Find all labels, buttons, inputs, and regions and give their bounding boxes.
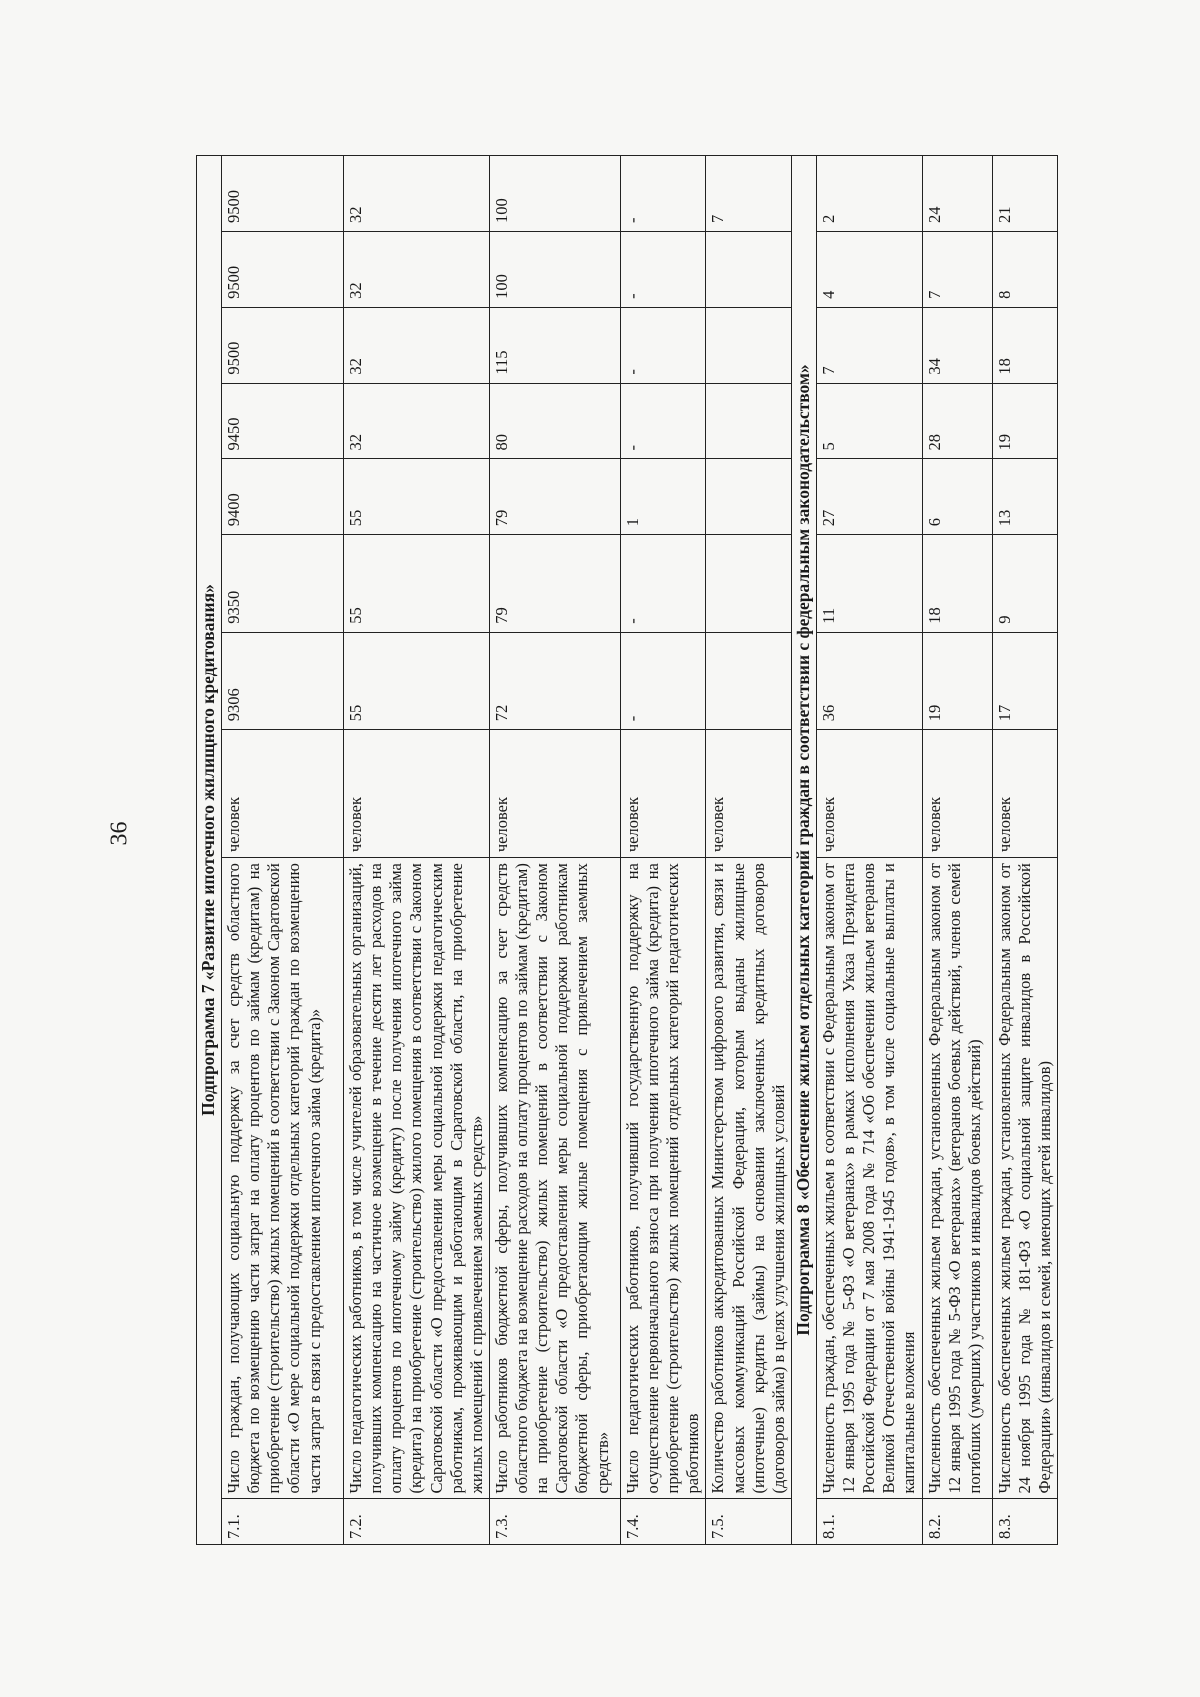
indicator-value [706,535,792,633]
indicator-value: 55 [344,535,490,633]
indicator-value: 9500 [222,307,344,383]
unit-of-measure: человек [706,730,792,858]
unit-of-measure: человек [222,730,344,858]
indicator-value: 2 [816,156,922,232]
indicator-value: 55 [344,459,490,535]
indicator-value: 100 [489,231,620,307]
indicator-value: 19 [922,632,992,730]
row-number: 8.1. [816,1499,922,1545]
table-row [344,156,490,1545]
indicator-value [706,383,792,459]
indicator-description: Число педагогических работников, в том числе учителей образовательных организаций, получивших компенсацию на частичное возмещение в течение десяти лет расходов на оплату процентов по ипотечному займу (кредиту) после получения ипотечного займа (кредита) на приобретение (строительство) жилого помещения в соответствии с Законом Саратовской области «О предоставлении меры социальной поддержки педагогическим работникам, проживающим и работающим в Саратовской области, на приобретение жилых помещений с привлечением заемных средств» [344,858,490,1499]
indicator-value: 18 [922,535,992,633]
unit-of-measure: человек [922,730,992,858]
row-number: 8.3. [992,1499,1057,1545]
indicator-value: 9400 [222,459,344,535]
indicator-value: - [620,535,706,633]
indicator-value: 21 [992,156,1057,232]
indicator-value: - [620,383,706,459]
row-number: 7.1. [222,1499,344,1545]
indicator-value: 100 [489,156,620,232]
section-title: Подпрограмма 7 «Развитие ипотечного жилищного кредитования» [197,156,222,1545]
indicators-table [196,155,1058,1545]
unit-of-measure: человек [489,730,620,858]
indicator-value: 4 [816,231,922,307]
indicator-value: - [620,231,706,307]
row-number: 7.2. [344,1499,490,1545]
indicator-value: 7 [816,307,922,383]
indicator-value: 32 [344,156,490,232]
section-title: Подпрограмма 8 «Обеспечение жильем отдельных категорий граждан в соответствии с федеральным законодательством» [791,156,816,1545]
table-row [489,156,620,1545]
indicator-value: - [620,156,706,232]
indicator-value: 1 [620,459,706,535]
indicator-description: Число работников бюджетной сферы, получивших компенсацию за счет средств областного бюджета на возмещение расходов на оплату процентов по займам (кредитам) на приобретение (строительство) жилых помещений в соответствии с Законом Саратовской области «О предоставлении меры социальной поддержки работникам бюджетной сферы, приобретающим жилые помещения с привлечением заемных средств» [489,858,620,1499]
row-number: 7.3. [489,1499,620,1545]
indicator-value: 32 [344,231,490,307]
section-header-row [197,156,222,1545]
indicator-description: Численность граждан, обеспеченных жильем в соответствии с Федеральным законом от 12 января 1995 года № 5-ФЗ «О ветеранах» в рамках исполнения Указа Президента Российской Федерации от 7 мая 2008 года № 714 «Об обеспечении жильем ветеранов Великой Отечественной войны 1941-1945 годов», в том числе социальные выплаты и капитальные вложения [816,858,922,1499]
rotated-table-frame [196,155,1054,1545]
indicator-value [706,231,792,307]
indicator-value: 55 [344,632,490,730]
indicator-value: 19 [992,383,1057,459]
page-number: 36 [106,821,133,846]
indicator-value: 79 [489,535,620,633]
indicator-value: 11 [816,535,922,633]
indicator-value: - [620,632,706,730]
indicator-value: 9306 [222,632,344,730]
indicator-description: Численность обеспеченных жильем граждан, установленных Федеральным законом от 24 ноября 1995 года № 181-ФЗ «О социальной защите инвалидов в Российской Федерации» (инвалидов и семей, имеющих детей инвалидов) [992,858,1057,1499]
indicator-value: 32 [344,307,490,383]
indicator-description: Численность обеспеченных жильем граждан, установленных Федеральным законом от 12 января 1995 года № 5-ФЗ «О ветеранах» (ветеранов боевых действий, членов семей погибших (умерших) участников и инвалидов боевых действий) [922,858,992,1499]
indicator-value: 8 [992,231,1057,307]
indicator-value: 7 [922,231,992,307]
table-container [196,155,1054,1545]
indicator-value: 79 [489,459,620,535]
indicator-value: 9500 [222,156,344,232]
table-body [197,156,1058,1545]
indicator-value: 9450 [222,383,344,459]
indicator-value: 9500 [222,231,344,307]
row-number: 8.2. [922,1499,992,1545]
indicator-value: 115 [489,307,620,383]
table-row [816,156,922,1545]
indicator-value [706,459,792,535]
indicator-value: 17 [992,632,1057,730]
table-row [222,156,344,1545]
indicator-value: 5 [816,383,922,459]
indicator-value: 24 [922,156,992,232]
indicator-value [706,307,792,383]
indicator-value: 18 [992,307,1057,383]
table-row [922,156,992,1545]
indicator-value: - [620,307,706,383]
indicator-value: 28 [922,383,992,459]
table-row [620,156,706,1545]
indicator-value: 7 [706,156,792,232]
unit-of-measure: человек [992,730,1057,858]
section-header-row [791,156,816,1545]
table-row [992,156,1057,1545]
table-row [706,156,792,1545]
unit-of-measure: человек [816,730,922,858]
indicator-value [706,632,792,730]
unit-of-measure: человек [620,730,706,858]
indicator-value: 9 [992,535,1057,633]
indicator-value: 13 [992,459,1057,535]
indicator-value: 34 [922,307,992,383]
indicator-value: 72 [489,632,620,730]
indicator-description: Число педагогических работников, получивший государственную поддержку на осуществление первоначального взноса при получении ипотечного займа (кредита) на приобретение (строительство) жилых помещений отдельных категорий педагогических работников [620,858,706,1499]
indicator-value: 36 [816,632,922,730]
indicator-description: Число граждан, получающих социальную поддержку за счет средств областного бюджета по возмещению части затрат на оплату процентов по займам (кредитам) на приобретение (строительство) жилых помещений в соответствии с Законом Саратовской области «О мере социальной поддержки отдельных категорий граждан по возмещению части затрат в связи с предоставлением ипотечного займа (кредита)» [222,858,344,1499]
indicator-value: 80 [489,383,620,459]
indicator-value: 32 [344,383,490,459]
indicator-value: 9350 [222,535,344,633]
indicator-value: 6 [922,459,992,535]
unit-of-measure: человек [344,730,490,858]
indicator-description: Количество работников аккредитованных Министерством цифрового развития, связи и массовых коммуникаций Российской Федерации, которым выданы жилищные (ипотечные) кредиты (займы) на основании заключенных кредитных договоров (договоров займа) в целях улучшения жилищных условий [706,858,792,1499]
row-number: 7.5. [706,1499,792,1545]
row-number: 7.4. [620,1499,706,1545]
indicator-value: 27 [816,459,922,535]
